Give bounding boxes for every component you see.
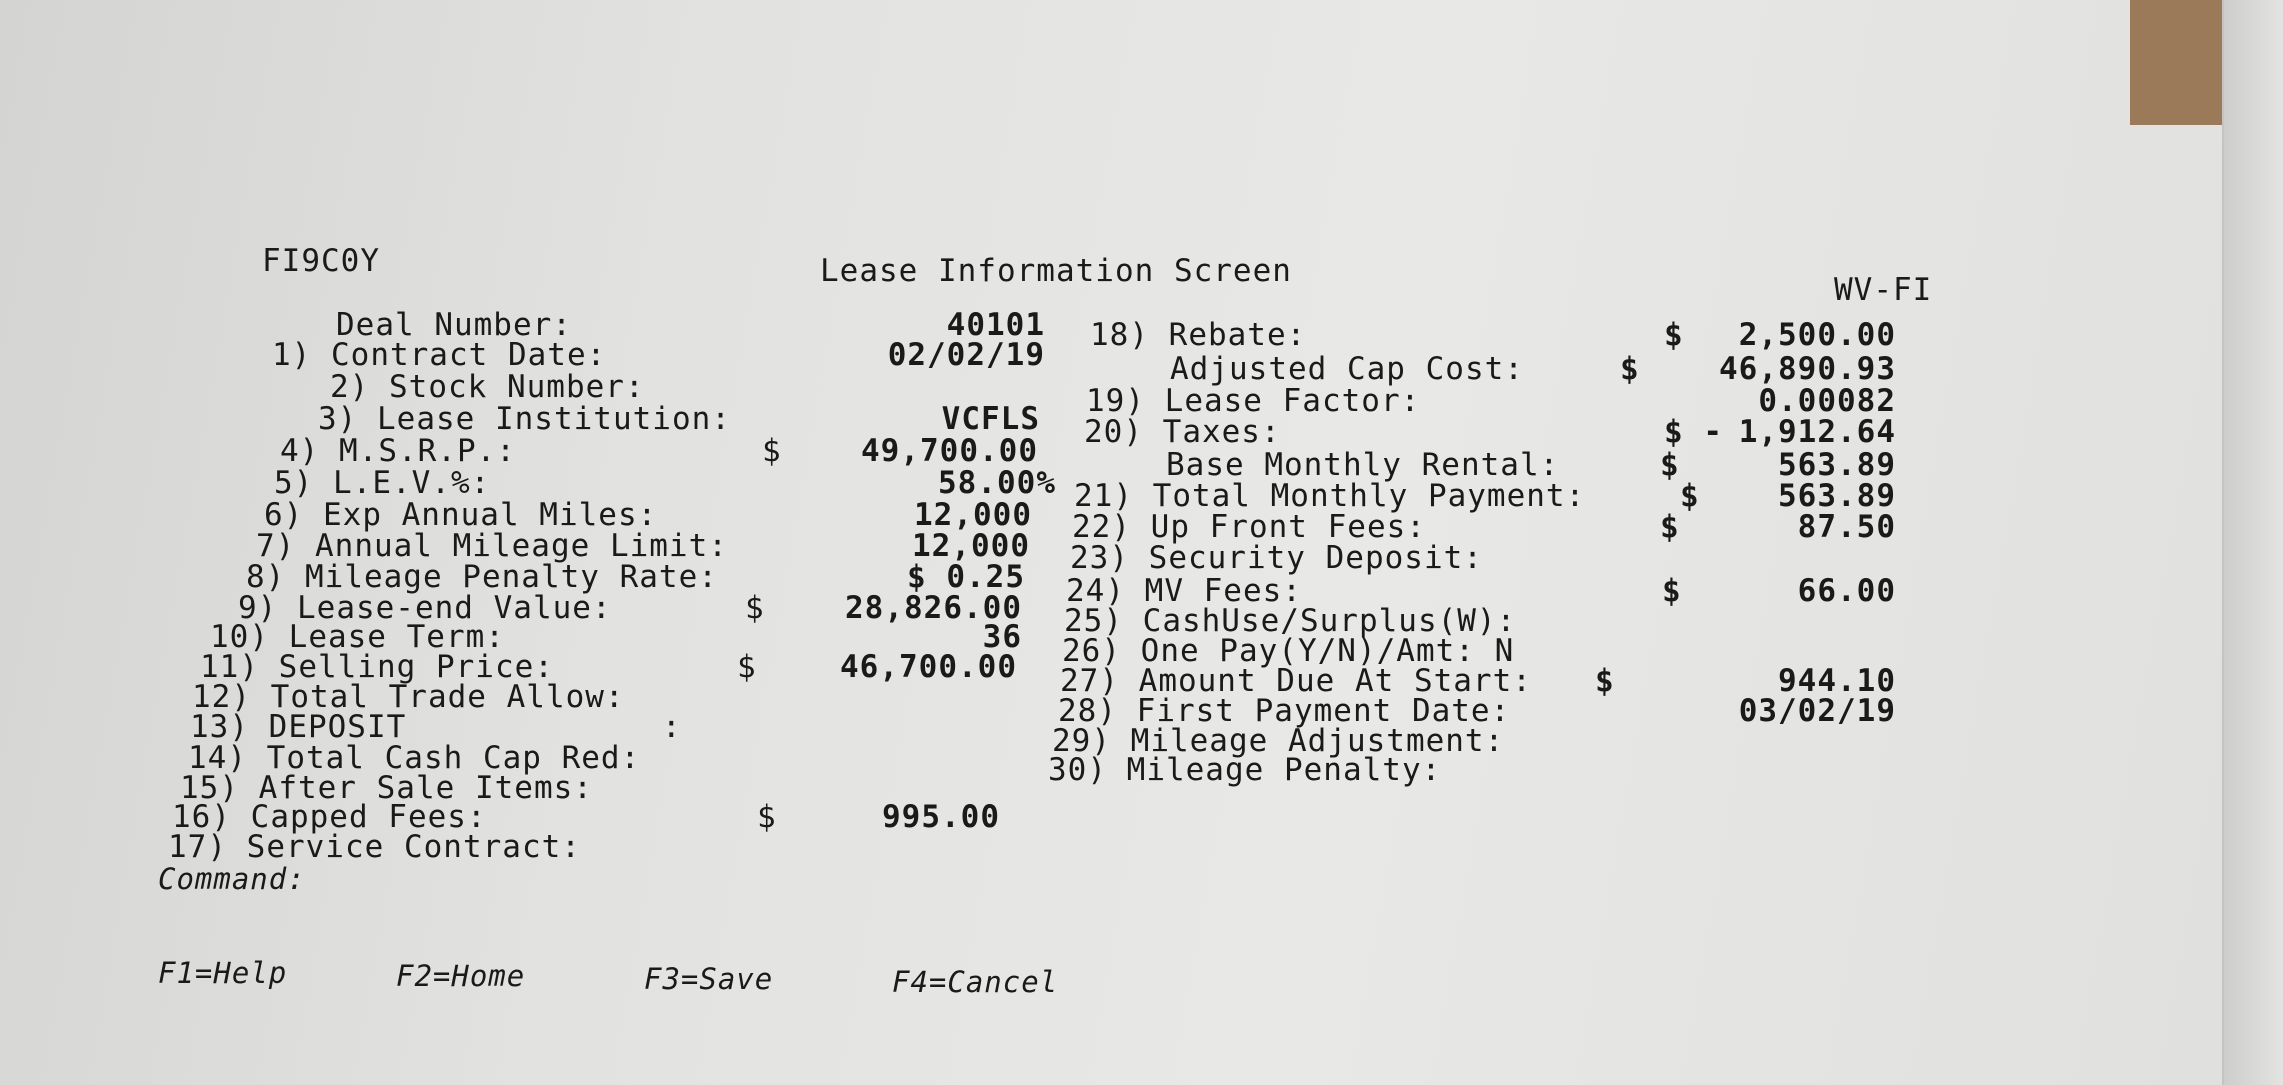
f1-help-key[interactable]: F1=Help: [158, 956, 288, 990]
right-field-value[interactable]: [1560, 755, 1860, 785]
right-field-label: 26) One Pay(Y/N)/Amt: N: [1062, 633, 1515, 669]
left-field-label: 13) DEPOSIT: [190, 709, 407, 745]
left-field-value[interactable]: 40101: [946, 307, 1045, 343]
left-field-value[interactable]: [720, 832, 920, 862]
left-field-value[interactable]: :: [662, 709, 682, 745]
right-field-value[interactable]: 0.00082: [1758, 383, 1896, 419]
screen-code: FI9C0Y: [262, 243, 380, 279]
screen-title: Lease Information Screen: [820, 253, 1292, 289]
left-field-label: 15) After Sale Items:: [180, 770, 593, 806]
right-field-label: 20) Taxes:: [1084, 414, 1281, 450]
left-field-value[interactable]: VCFLS: [941, 401, 1040, 437]
left-field-label: 2) Stock Number:: [330, 369, 645, 405]
right-currency-sign: $: [1664, 317, 1684, 353]
left-field-label: 9) Lease-end Value:: [238, 590, 612, 626]
left-field-value[interactable]: 02/02/19: [887, 337, 1045, 373]
right-field-value[interactable]: 563.89: [1778, 478, 1896, 514]
right-field-value[interactable]: 563.89: [1778, 447, 1896, 483]
right-field-label: 18) Rebate:: [1090, 317, 1307, 353]
left-currency-sign: $: [757, 799, 777, 835]
left-field-value[interactable]: $ 0.25: [907, 559, 1025, 595]
left-currency-sign: $: [762, 433, 782, 469]
left-field-value[interactable]: 12,000: [914, 497, 1032, 533]
left-field-value[interactable]: 46,700.00: [840, 649, 1017, 685]
right-field-value[interactable]: 1,912.64: [1738, 414, 1896, 450]
right-currency-sign: $: [1680, 478, 1700, 514]
right-field-value[interactable]: 2,500.00: [1738, 317, 1896, 353]
left-field-value[interactable]: [720, 682, 920, 712]
left-field-label: 14) Total Cash Cap Red:: [188, 740, 641, 776]
left-field-value[interactable]: [720, 743, 920, 773]
f4-cancel-key[interactable]: F4=Cancel: [892, 965, 1059, 999]
left-field-label: 1) Contract Date:: [272, 337, 607, 373]
left-field-label: 11) Selling Price:: [200, 649, 554, 685]
f2-home-key[interactable]: F2=Home: [396, 959, 526, 993]
left-field-value[interactable]: 36: [982, 619, 1022, 655]
right-field-label: 24) MV Fees:: [1066, 573, 1302, 609]
command-label: Command:: [158, 862, 306, 896]
right-field-label: 28) First Payment Date:: [1058, 693, 1511, 729]
right-field-label: Adjusted Cap Cost:: [1170, 351, 1524, 387]
right-field-value[interactable]: [1560, 606, 1860, 636]
right-field-label: 27) Amount Due At Start:: [1060, 663, 1532, 699]
left-field-label: Deal Number:: [336, 307, 572, 343]
right-field-label: 19) Lease Factor:: [1086, 383, 1421, 419]
left-field-label: 8) Mileage Penalty Rate:: [246, 559, 718, 595]
left-currency-sign: $: [737, 649, 757, 685]
left-field-value[interactable]: 12,000: [912, 528, 1030, 564]
left-field-label: 5) L.E.V.%:: [274, 465, 491, 501]
paper-edge: [2222, 0, 2283, 1085]
right-field-label: 23) Security Deposit:: [1070, 540, 1483, 576]
left-field-label: 7) Annual Mileage Limit:: [256, 528, 728, 564]
right-field-label: 22) Up Front Fees:: [1072, 509, 1426, 545]
right-field-value[interactable]: 944.10: [1778, 663, 1896, 699]
command-input[interactable]: [318, 858, 718, 892]
left-field-value[interactable]: [720, 372, 920, 402]
right-currency-sign: $: [1660, 447, 1680, 483]
left-field-label: 17) Service Contract:: [168, 829, 581, 865]
left-field-label: 10) Lease Term:: [210, 619, 505, 655]
right-field-value[interactable]: [1560, 543, 1860, 573]
right-field-label: 21) Total Monthly Payment:: [1074, 478, 1586, 514]
right-field-value[interactable]: 87.50: [1797, 509, 1896, 545]
left-field-label: 6) Exp Annual Miles:: [264, 497, 658, 533]
right-currency-sign: $ -: [1664, 414, 1723, 450]
left-field-label: 16) Capped Fees:: [172, 799, 487, 835]
right-field-label: 25) CashUse/Surplus(W):: [1064, 603, 1517, 639]
left-field-label: 3) Lease Institution:: [318, 401, 731, 437]
right-field-label: Base Monthly Rental:: [1166, 447, 1560, 483]
f3-save-key[interactable]: F3=Save: [644, 962, 774, 996]
right-field-value[interactable]: 03/02/19: [1738, 693, 1896, 729]
right-field-value[interactable]: 46,890.93: [1719, 351, 1896, 387]
right-field-label: 29) Mileage Adjustment:: [1052, 723, 1505, 759]
right-field-value[interactable]: [1560, 726, 1860, 756]
left-field-value[interactable]: 28,826.00: [845, 590, 1022, 626]
right-currency-sign: $: [1595, 663, 1615, 699]
left-currency-sign: $: [745, 590, 765, 626]
right-field-value[interactable]: [1560, 636, 1860, 666]
system-tag: WV-FI: [1834, 272, 1933, 308]
right-currency-sign: $: [1662, 573, 1682, 609]
right-currency-sign: $: [1620, 351, 1640, 387]
right-field-value[interactable]: 66.00: [1797, 573, 1896, 609]
left-field-value[interactable]: 995.00: [882, 799, 1000, 835]
left-field-value[interactable]: 58.00%: [938, 465, 1056, 501]
right-currency-sign: $: [1660, 509, 1680, 545]
left-field-label: 4) M.S.R.P.:: [280, 433, 516, 469]
left-field-label: 12) Total Trade Allow:: [192, 679, 625, 715]
left-field-value[interactable]: 49,700.00: [861, 433, 1038, 469]
right-field-label: 30) Mileage Penalty:: [1048, 752, 1442, 788]
